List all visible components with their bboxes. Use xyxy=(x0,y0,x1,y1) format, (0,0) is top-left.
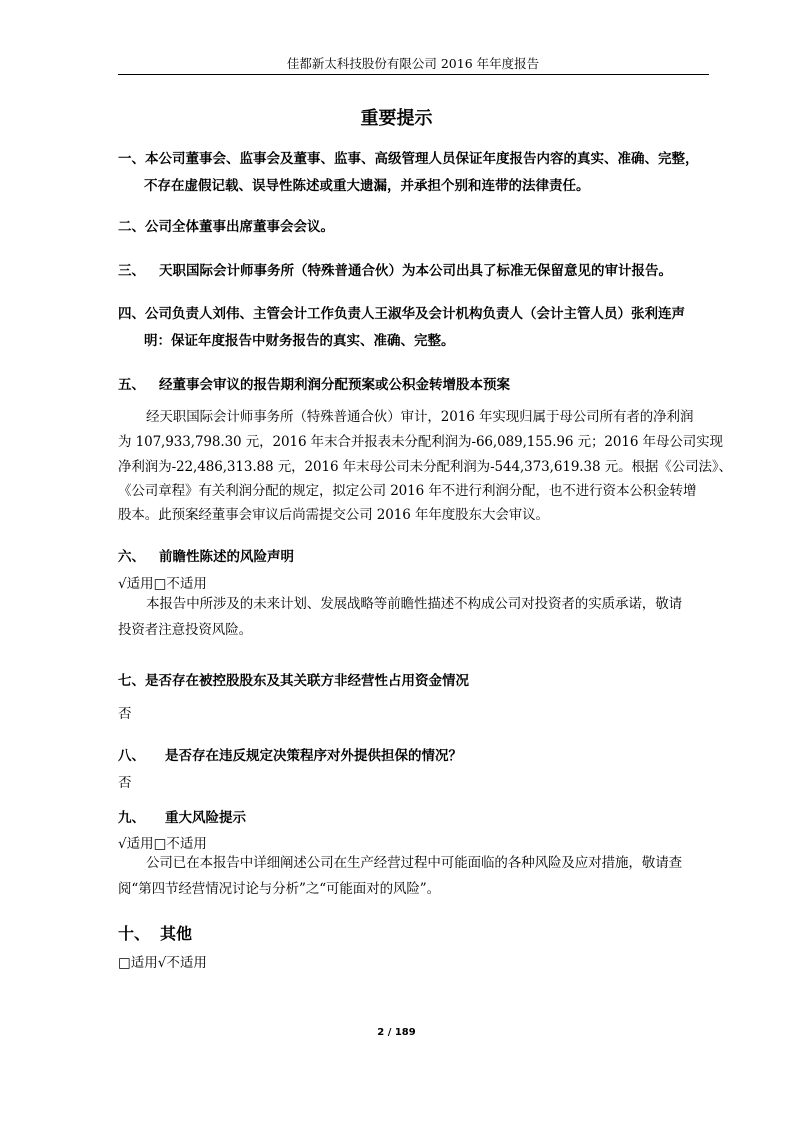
section-5-line-5: 股本。此预案经董事会审议后尚需提交公司 2016 年年度股东大会审议。 xyxy=(118,507,549,523)
section-5-number: 五、 xyxy=(118,377,145,393)
section-9-heading xyxy=(118,806,246,826)
page-title: 重要提示 xyxy=(360,108,433,129)
section-5-line-3: 净利润为-22,486,313.88 元，2016 年末母公司未分配利润为-544,373,619.38 元。根据《公司法》、 xyxy=(118,459,732,475)
section-5-line-4: 《公司章程》有关利润分配的规定，拟定公司 2016 年不进行利润分配，也不进行资本公积金转增 xyxy=(118,483,697,499)
section-1-number: 一、 xyxy=(118,151,145,167)
section-7-heading xyxy=(118,669,469,689)
section-5-heading xyxy=(118,373,510,393)
section-2 xyxy=(118,215,334,235)
section-10-applicability: □适用√不适用 xyxy=(118,955,207,971)
section-7-number: 七、 xyxy=(118,673,145,689)
section-9-line-1: 公司已在本报告中详细阐述公司在生产经营过程中可能面临的各种风险及应对措施，敬请查 xyxy=(146,855,682,871)
section-5-line-2: 为 107,933,798.30 元，2016 年末合并报表未分配利润为-66,089,155.96 元；2016 年母公司实现 xyxy=(118,434,723,450)
section-9-heading-text: 重大风险提示 xyxy=(165,810,246,826)
section-5-heading-text: 经董事会审议的报告期利润分配预案或公积金转增股本预案 xyxy=(159,377,510,393)
section-6-heading-text: 前瞻性陈述的风险声明 xyxy=(159,549,294,565)
section-4-text-1: 公司负责人刘伟、主管会计工作负责人王淑华及会计机构负责人（会计主管人员）张利连声 xyxy=(145,306,685,322)
section-7-heading-text: 是否存在被控股股东及其关联方非经营性占用资金情况 xyxy=(145,673,469,689)
section-10-heading xyxy=(118,921,192,944)
section-4-number: 四、 xyxy=(118,306,145,322)
section-6-number: 六、 xyxy=(118,549,145,565)
section-9-line-2: 阅“第四节经营情况讨论与分析”之“可能面对的风险”。 xyxy=(118,881,441,897)
section-7-answer: 否 xyxy=(118,706,132,722)
header-divider xyxy=(118,74,709,75)
section-8-answer: 否 xyxy=(118,775,132,791)
section-2-number: 二、 xyxy=(118,219,145,235)
section-10-number: 十、 xyxy=(118,924,151,943)
section-4-text-2: 明：保证年度报告中财务报告的真实、准确、完整。 xyxy=(144,333,455,349)
section-6-heading xyxy=(118,545,294,565)
section-9-applicability: √适用□不适用 xyxy=(118,836,207,852)
section-1-text-2: 不存在虚假记载、误导性陈述或重大遗漏，并承担个别和连带的法律责任。 xyxy=(144,178,590,194)
section-3 xyxy=(118,259,672,279)
section-1-text-1: 本公司董事会、监事会及董事、监事、高级管理人员保证年度报告内容的真实、准确、完整， xyxy=(145,151,699,167)
page-number: 2 / 189 xyxy=(377,1027,416,1038)
section-6-line-2: 投资者注意投资风险。 xyxy=(118,622,252,638)
section-8-heading-text: 是否存在违反规定决策程序对外提供担保的情况？ xyxy=(165,748,462,764)
section-8-number: 八、 xyxy=(118,748,145,764)
section-9-number: 九、 xyxy=(118,810,145,826)
page-header: 佳都新太科技股份有限公司 2016 年年度报告 xyxy=(286,56,540,71)
section-2-text: 公司全体董事出席董事会会议。 xyxy=(145,219,334,235)
section-3-text: 天职国际会计师事务所（特殊普通合伙）为本公司出具了标准无保留意见的审计报告。 xyxy=(159,263,672,279)
section-10-heading-text: 其他 xyxy=(160,924,193,943)
section-8-heading xyxy=(118,744,462,764)
section-3-number: 三、 xyxy=(118,263,145,279)
section-6-applicability: √适用□不适用 xyxy=(118,576,207,592)
section-5-line-1: 经天职国际会计师事务所（特殊普通合伙）审计，2016 年实现归属于母公司所有者的净利润 xyxy=(146,409,694,425)
section-1-line-1 xyxy=(118,147,699,167)
section-6-line-1: 本报告中所涉及的未来计划、发展战略等前瞻性描述不构成公司对投资者的实质承诺，敬请 xyxy=(146,596,682,612)
section-4-line-1 xyxy=(118,302,685,322)
